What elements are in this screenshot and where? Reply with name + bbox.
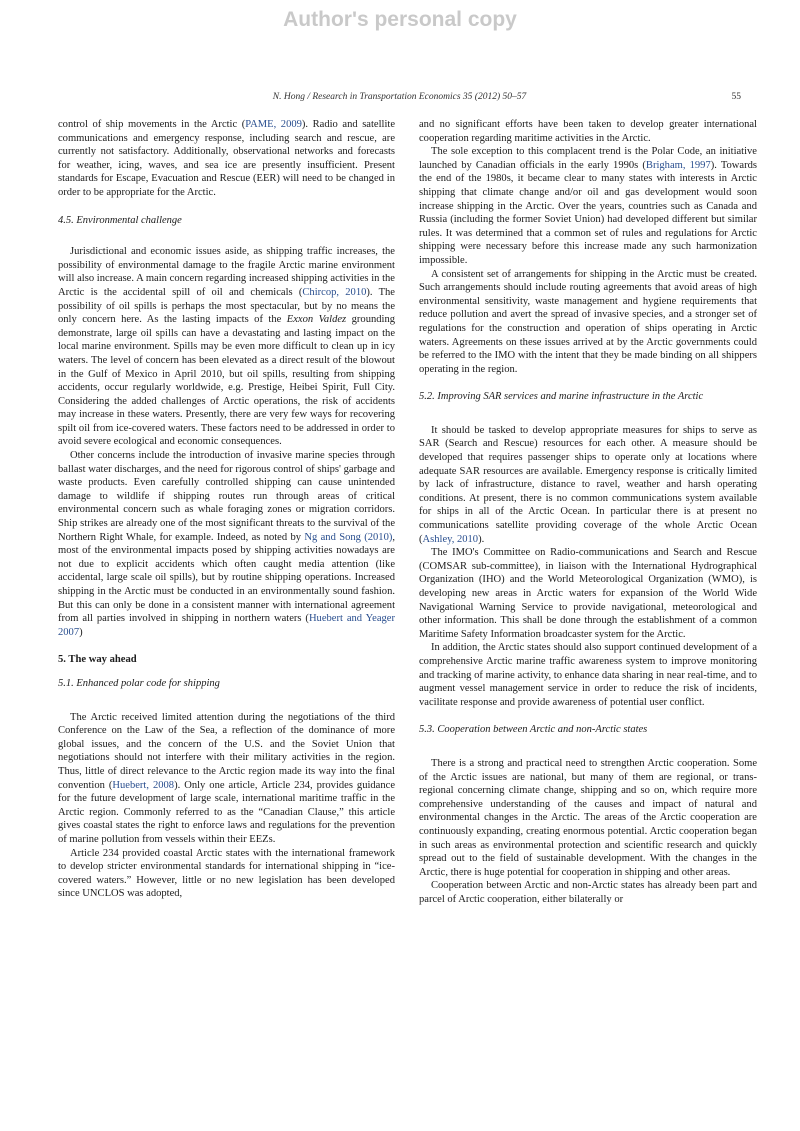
citation-link[interactable]: Ashley, 2010: [422, 533, 479, 545]
citation-link[interactable]: Ng and Song (2010): [304, 531, 393, 543]
paragraph: and no significant efforts have been taken to develop greater international cooperation regarding maritime activities in the Arctic.: [419, 119, 757, 144]
paragraph: In addition, the Arctic states should also support continued development of a comprehensive Arctic marine traffic awareness system to improve monitoring and tracking of marine activity, to enhance data sharing in near real-time, and to augment vessel management service in order to reduce the risk of incidents, vacilitate response and provide awareness of potential user conflict.: [419, 642, 757, 708]
section-heading-5-2: 5.2. Improving SAR services and marine infrastructure in the Arctic: [419, 391, 704, 403]
watermark: Author's personal copy: [283, 8, 517, 31]
running-header: [58, 92, 741, 108]
paragraph: Article 234 provided coastal Arctic states with the international framework to develop stricter environmental standards for international shipping in “ice-covered waters.” However, little or no new legislation has been developed since UNCLOS was adopted,: [58, 847, 395, 900]
citation-link[interactable]: Brigham, 1997: [645, 159, 711, 171]
left-column: [58, 118, 395, 1113]
paragraph: There is a strong and practical need to strengthen Arctic cooperation. Some of the Arctic issues are national, but many of them are regional, or trans-regional concerning climate change, shipping and so on, which require more comprehensive understanding of the causes and impact of natural and environmental changes in the Arctic. The areas of the Arctic cooperation are continuously expanding, creating enormous potential. Arctic cooperation began in such areas as environmental protection and scientific research and quickly spread out to the field of sustainable development. With the changes in the Arctic, there is huge potential for cooperation in shipping and other areas.: [419, 757, 757, 878]
citation-link[interactable]: Huebert, 2008: [112, 779, 175, 791]
section-heading-5-1: 5.1. Enhanced polar code for shipping: [58, 677, 220, 689]
paragraph: The Arctic received limited attention during the negotiations of the third Conference on the Law of the Sea, a reflection of the dominance of more global issues, and the concern of the U.S. and the Soviet Union that negotiations should not interfere with their military activities in the region. Thus, little of direct relevance to the Arctic region made its way into the final convention (Huebert, 2008). Only one article, Article 234, provides guidance for the future development of large scale, international maritime traffic in the Arctic region. Commonly referred to as the “Canadian Clause,” this article gives coastal states the right to enforce laws and regulations for the prevention of marine pollution from vessels within their EEZs.: [58, 711, 395, 845]
citation-link[interactable]: PAME, 2009: [245, 119, 302, 130]
section-heading-5: 5. The way ahead: [58, 654, 137, 666]
section-heading-4-5: 4.5. Environmental challenge: [58, 214, 182, 226]
paragraph: Cooperation between Arctic and non-Arctic states has already been part and parcel of Arctic cooperation, either bilaterally or: [419, 880, 757, 905]
paragraph: It should be tasked to develop appropriate measures for ships to serve as SAR (Search and Rescue) resources for each other. A measure should be developed that requires passenger ships to operate only at locations where adequate SAR resources are available. Emergency response is critically limited by lack of infrastructure, distance to ravel, weather and harsh operating conditions. At present, there is no common communications system available for ships in all of the Arctic Ocean. In particular there is at present no communications satellite providing coverage of the whole Arctic Ocean (Ashley, 2010).: [419, 424, 757, 545]
right-column: [419, 118, 757, 1113]
citation-link[interactable]: Huebert and Yeager 2007: [58, 613, 395, 638]
paragraph: The IMO's Committee on Radio-communications and Search and Rescue (COMSAR sub-committee), in liaison with the International Hydrographical Organization (IHO) and the World Meteorological Organization (WMO), is developing new areas in Arctic waters for expansion of the World Wide Navigational Warning Service to provide navigational, meteorological and other information. This shall be done through the establishment of a common Maritime Safety Information broadcaster system for the Arctic.: [419, 547, 757, 640]
section-heading-5-3: 5.3. Cooperation between Arctic and non-Arctic states: [419, 724, 648, 736]
page-number: 55: [731, 92, 741, 102]
paragraph: A consistent set of arrangements for shipping in the Arctic must be created. Such arrangements should include routing agreements that avoid areas of high environmental sensitivity, waste management and hygiene requirements that reduce pollution and avert the spread of invasive species, and a stronger set of regulations for the construction and operation of ships operating in Arctic waters. Agreements on these issues arrived at by the Arctic governments could be referred to the IMO with the intent that they be made binding on all shippers operating in the region.: [419, 268, 757, 375]
paragraph: Other concerns include the introduction of invasive marine species through ballast water discharges, and the need for rigorous control of ships' garbage and waste products. Even carefully controlled shipping can cause unintended damage to wildlife if shipping routes run through areas of critical environmental concern such as whale foraging zones or migration corridors. Ship strikes are already one of the most significant threats to the survival of the Northern Right Whale, for example. Indeed, as noted by Ng and Song (2010), most of the environmental impacts posed by shipping activities nowadays are not due to explicit accidents which often caught media attention (like accidental, large scale oil spills), but by routine shipping operations. Increased shipping in the Arctic must be conducted in an environmentally sound fashion. But this can only be done in a consistent manner with international agreement from all parties involved in shipping in northern waters (Huebert and Yeager 2007): [58, 450, 395, 638]
citation-link[interactable]: Chircop, 2010: [302, 286, 367, 298]
running-title: N. Hong / Research in Transportation Economics 35 (2012) 50–57: [272, 92, 527, 102]
paragraph: control of ship movements in the Arctic (PAME, 2009). Radio and satellite communications and emergency response, including search and rescue, are currently not satisfactory. Additionally, observational networks and forecasts for weather, icing, waves, and sea ice are presently insufficient. Present standards for Escape, Evacuation and Rescue (EER) will need to be changed in order to be appropriate for the Arctic.: [58, 119, 395, 198]
paragraph: Jurisdictional and economic issues aside, as shipping traffic increases, the possibility of environmental damage to the fragile Arctic marine environment will also increase. A main concern regarding increased shipping activities in the Arctic is the accidental spill of oil and chemicals (Chircop, 2010). The possibility of oil spills is perhaps the most spectacular, but by no means the only concern here. As the lasting impacts of the Exxon Valdez grounding demonstrate, large oil spills can have a devastating and lasting impact on the local marine environment. Spills may be even more difficult to clean up in icy waters. The level of concern has been elevated as a direct result of the blowout in the Gulf of Mexico in April 2010, but oil spills, resulting from shipping accidents, occur regularly worldwide, e.g. Prestige, Heibei Spirit, Full City. Considering the added challenges of Arctic operations, the risk of accidents may increase in these waters. Presently, there are very few ways for recovering spilt oil from ice-covered waters. These factors need to be addressed in order to avoid severe ecological and economic consequences.: [58, 246, 395, 448]
paragraph: The sole exception to this complacent trend is the Polar Code, an initiative launched by Canadian officials in the early 1990s (Brigham, 1997). Towards the end of the 1980s, it became clear to many states with interests in Arctic shipping that climate change and/or oil and gas development would soon increase shipping in the Arctic. Over the years, countries such as Canada and Russia (including the former Soviet Union) had developed different but similar rules. It was determined that a common set of rules and regulations for Arctic shipping were necessary before this increase made any such harmonization impossible.: [419, 146, 757, 266]
